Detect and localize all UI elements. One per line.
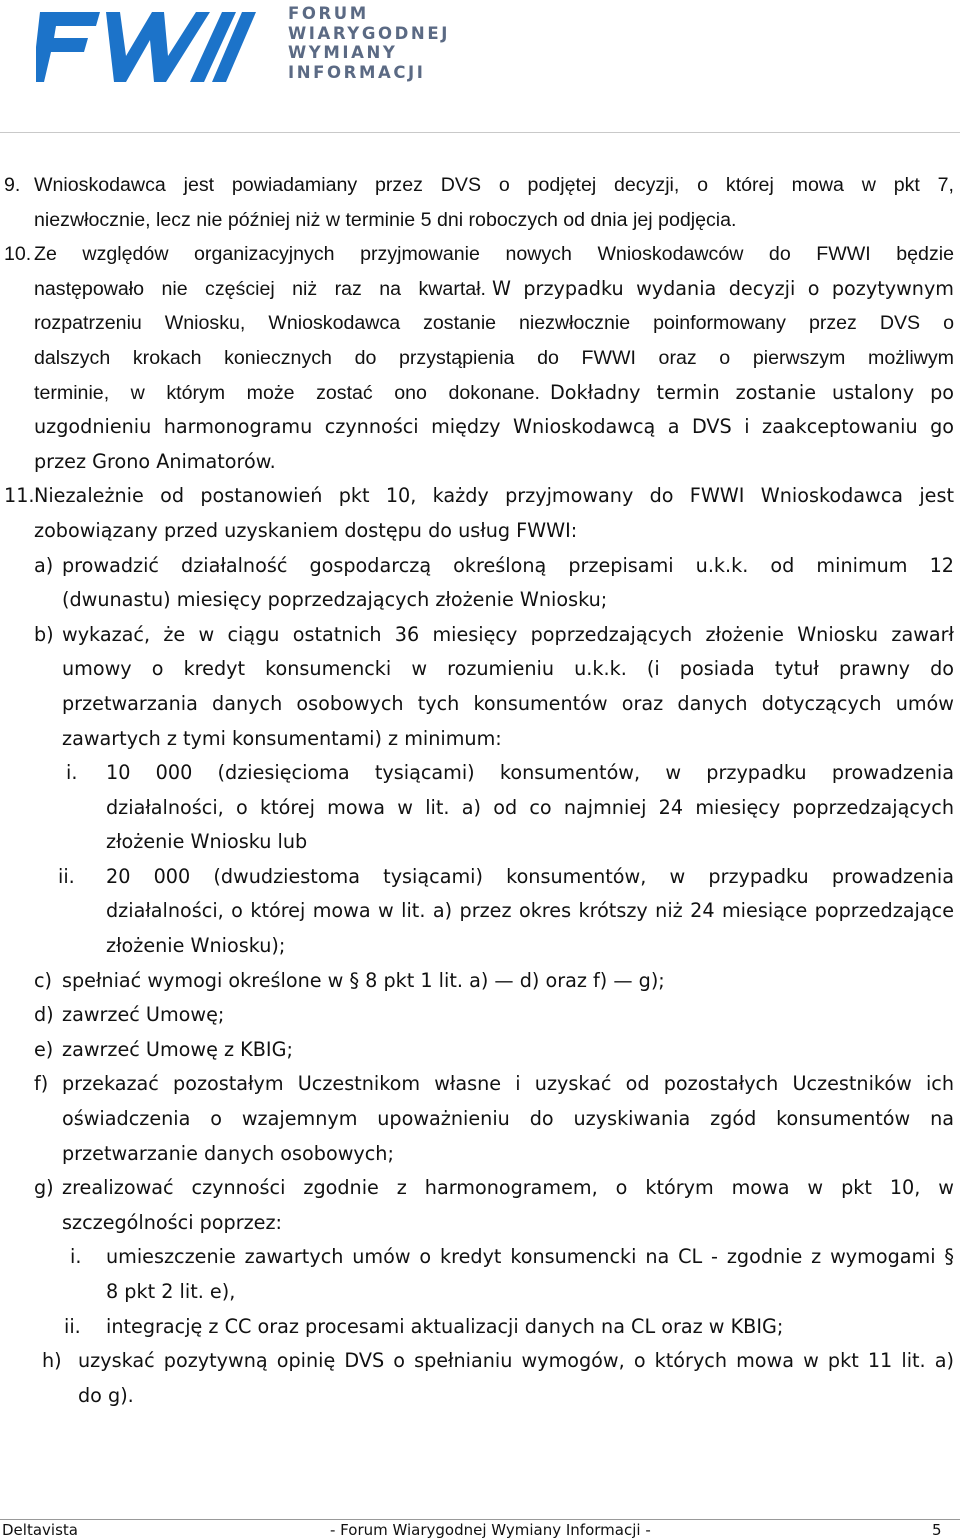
line-text: przetwarzanie danych osobowych; [62, 1141, 394, 1165]
text-line [0, 341, 960, 376]
logo-line: INFORMACJI [288, 62, 426, 82]
line-text: szczególności poprzez: [62, 1210, 283, 1234]
list-marker: h) [42, 1349, 62, 1373]
text-line [0, 1206, 960, 1241]
line-text: zobowiązany przed uzyskaniem dostępu do usług FWWI: [34, 518, 578, 542]
line-text: zawrzeć Umowę z KBIG; [62, 1037, 293, 1061]
line-text: Niezależnie od postanowień pkt 10, każdy przyjmowany do FWWI Wnioskodawca jest [34, 484, 954, 508]
text-line [0, 964, 960, 999]
line-text: umowy o kredyt konsumencki w rozumieniu u.k.k. (i posiada tytuł prawny do [62, 657, 954, 681]
line-text: niezwłocznie, lecz nie później niż w terminie 5 dni roboczych od dnia jej podjęcia. [34, 208, 737, 231]
line-text: rozpatrzeniu Wniosku, Wnioskodawca zostanie niezwłocznie poinformowany przez DVS o [34, 312, 954, 335]
text-line [0, 756, 960, 791]
list-marker: d) [34, 1003, 54, 1027]
text-line [0, 860, 960, 895]
text-line [0, 1171, 960, 1206]
text-line [0, 929, 960, 964]
line-text: spełniać wymogi określone w § 8 pkt 1 lit. a) — d) oraz f) — g); [62, 968, 665, 992]
text-line [0, 722, 960, 757]
line-text: złożenie Wniosku); [106, 934, 286, 958]
list-marker: b) [34, 622, 54, 646]
line-text: W przypadku wydania decyzji o pozytywnym [492, 276, 954, 300]
text-line [0, 1102, 960, 1137]
line-text: prowadzić działalność gospodarczą określoną przepisami u.k.k. od minimum 12 [62, 553, 954, 577]
text-line [0, 791, 960, 826]
line-text: 10 000 (dziesięcioma tysiącami) konsumentów, w przypadku prowadzenia [106, 761, 954, 785]
text-line [0, 652, 960, 687]
list-marker: 10. [4, 243, 32, 266]
line-text: przetwarzania danych osobowych tych konsumentów oraz danych dotyczących umów [62, 691, 954, 715]
text-line [0, 479, 960, 514]
line-text: do g). [78, 1383, 134, 1407]
line-text: działalności, o której mowa w lit. a) przez okres krótszy niż 24 miesiące poprzedzające [106, 899, 954, 923]
line-text: wykazać, że w ciągu ostatnich 36 miesięcy poprzedzających złożenie Wniosku zawarł [62, 622, 954, 646]
text-line [0, 1033, 960, 1068]
footer-title: - Forum Wiarygodnej Wymiany Informacji - [330, 1521, 651, 1539]
text-line [0, 1310, 960, 1345]
document-body [0, 168, 960, 1413]
line-text: oświadczenia o wzajemnym upoważnieniu do uzyskiwania zgód konsumentów na [62, 1107, 954, 1131]
line-text: uzyskać pozytywną opinię DVS o spełnianiu wymogów, o których mowa w pkt 11 lit. a) [78, 1349, 954, 1373]
logo-line: WYMIANY [288, 43, 398, 62]
logo-line: FORUM [288, 4, 369, 23]
text-line [0, 410, 960, 445]
text-line [0, 306, 960, 341]
text-line [0, 894, 960, 929]
line-text: 8 pkt 2 lit. e), [106, 1280, 236, 1303]
line-text: integrację z CC oraz procesami aktualizacji danych na CL oraz w KBIG; [106, 1314, 784, 1338]
text-line [0, 1275, 960, 1310]
line-text: zrealizować czynności zgodnie z harmonogramem, o którym mowa w pkt 10, w [62, 1176, 954, 1200]
text-line [0, 203, 960, 238]
list-marker: 11. [4, 484, 35, 508]
line-text: terminie, w którym może zostać ono dokonane. [34, 381, 540, 404]
text-line [0, 514, 960, 549]
list-marker: f) [34, 1072, 49, 1096]
list-marker: i. [66, 761, 78, 785]
fwwi-logo-icon [36, 8, 262, 84]
line-text: przekazać pozostałym Uczestnikom własne i uzyskać od pozostałych Uczestników ich [62, 1072, 954, 1096]
text-line [0, 445, 960, 480]
line-text: zawrzeć Umowę; [62, 1003, 225, 1027]
line-text: 20 000 (dwudziestoma tysiącami) konsumentów, w przypadku prowadzenia [106, 864, 954, 888]
list-marker: ii. [64, 1314, 81, 1338]
list-marker: i. [70, 1245, 82, 1269]
text-line [0, 376, 960, 411]
line-text: Wnioskodawca jest powiadamiany przez DVS o podjętej decyzji, o której mowa w pkt 7, [34, 174, 954, 196]
text-line [0, 237, 960, 272]
text-line [0, 583, 960, 618]
list-marker: a) [34, 553, 54, 577]
text-line [0, 687, 960, 722]
logo-line: WIARYGODNEJ [288, 23, 450, 43]
line-text: (dwunastu) miesięcy poprzedzających złożenie Wniosku; [62, 588, 608, 612]
line-text: umieszczenie zawartych umów o kredyt konsumencki na CL - zgodnie z wymogami § [106, 1245, 954, 1269]
line-text: złożenie Wniosku lub [106, 830, 308, 854]
line-text: Ze względów organizacyjnych przyjmowanie nowych Wnioskodawców do FWWI będzie [34, 243, 954, 266]
text-line [0, 1240, 960, 1275]
text-line [0, 1067, 960, 1102]
text-line [0, 168, 960, 203]
text-line [0, 1379, 960, 1414]
text-line [0, 549, 960, 584]
line-text: dalszych krokach koniecznych do przystąpienia do FWWI oraz o pierwszym możliwym [34, 346, 954, 369]
list-marker: 9. [4, 174, 21, 196]
footer-company: Deltavista [2, 1521, 78, 1539]
page-footer [0, 1520, 960, 1540]
text-line [0, 1137, 960, 1172]
text-line [0, 998, 960, 1033]
page-header [0, 0, 960, 134]
page-number: 5 [932, 1521, 942, 1539]
list-marker: ii. [58, 864, 75, 888]
header-divider [0, 132, 960, 133]
text-line [0, 618, 960, 653]
line-text: działalności, o której mowa w lit. a) od co najmniej 24 miesięcy poprzedzających [106, 795, 954, 819]
line-text: przez Grono Animatorów. [34, 449, 276, 473]
line-text: uzgodnieniu harmonogramu czynności między Wnioskodawcą a DVS i zaakceptowaniu go [34, 415, 954, 439]
logo-wordmark [288, 4, 468, 82]
list-marker: e) [34, 1037, 54, 1061]
list-marker: c) [34, 968, 53, 992]
text-line [0, 825, 960, 860]
text-line [0, 1344, 960, 1379]
line-text: następowało nie częściej niż raz na kwartał. [34, 277, 486, 300]
line-text: zawartych z tymi konsumentami) z minimum: [62, 726, 502, 750]
list-marker: g) [34, 1176, 54, 1200]
text-line [0, 272, 960, 307]
line-text: Dokładny termin zostanie ustalony po [550, 380, 954, 404]
